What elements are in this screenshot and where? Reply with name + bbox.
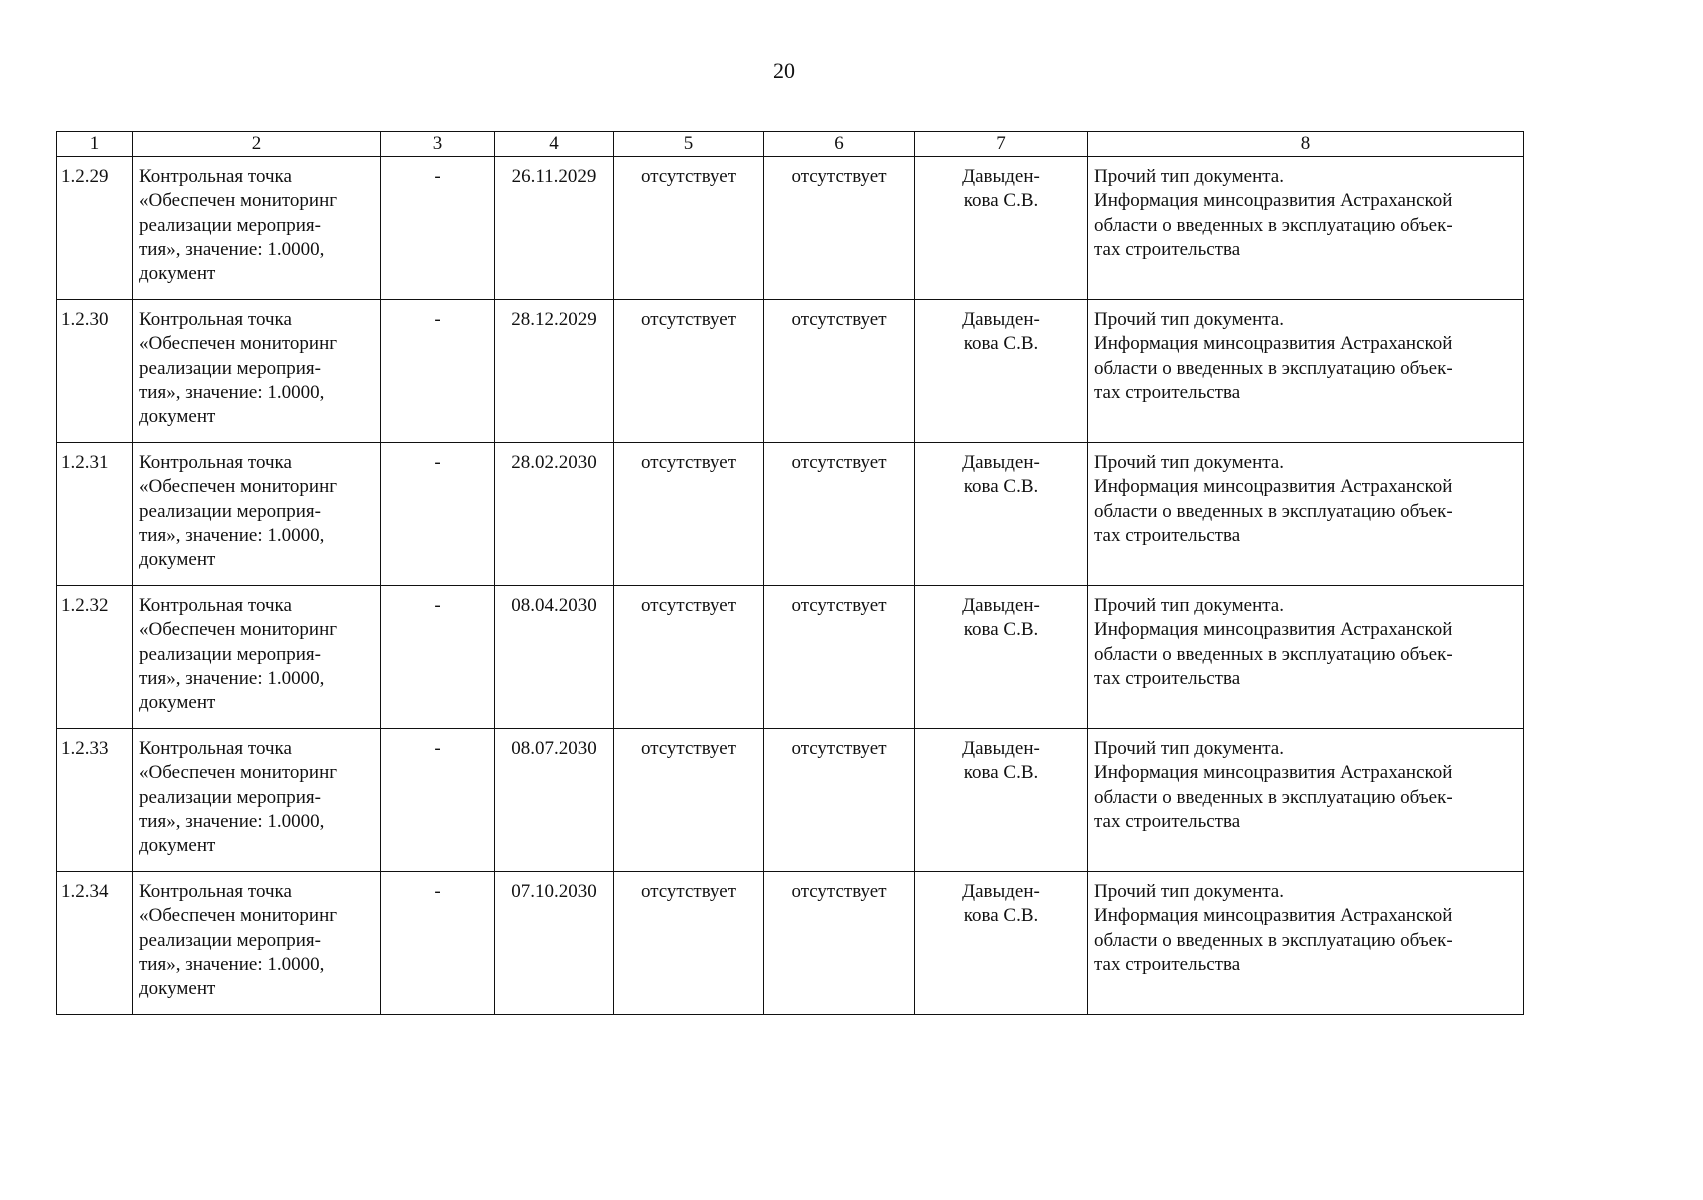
col6-cell (764, 157, 915, 300)
description-cell (133, 729, 381, 872)
executor-line: кова С.В. (963, 762, 1039, 784)
description-line: документ (139, 406, 216, 428)
executor-cell (915, 872, 1088, 1015)
document-line: тах строительства (1094, 381, 1241, 403)
document-line: Прочий тип документа. (1094, 309, 1284, 330)
date-cell (495, 586, 614, 729)
col5-cell (614, 729, 764, 872)
row-number-cell (57, 300, 133, 443)
executor-cell (915, 729, 1088, 872)
header-col-5: 5 (614, 132, 764, 157)
col3-cell (381, 729, 495, 872)
col6-cell (764, 443, 915, 586)
document-line: области о введенных в эксплуатацию объек- (1094, 786, 1453, 808)
header-col-1: 1 (57, 132, 133, 157)
col6-value: отсутствует (791, 309, 887, 330)
document-line: Прочий тип документа. (1094, 881, 1284, 902)
col3-cell (381, 872, 495, 1015)
col5-cell (614, 872, 764, 1015)
description-line: реализации мероприя- (139, 357, 321, 379)
table-row (57, 443, 1524, 586)
date-value: 08.07.2030 (511, 738, 597, 759)
description-line: тия», значение: 1.0000, (139, 238, 325, 260)
col5-value: отсутствует (640, 881, 737, 902)
col6-value: отсутствует (791, 595, 887, 616)
col6-cell (764, 300, 915, 443)
col5-cell (614, 443, 764, 586)
document-cell (1088, 157, 1524, 300)
row-number-cell (57, 443, 133, 586)
col6-value: отсутствует (791, 881, 887, 902)
date-cell (495, 443, 614, 586)
document-line: области о введенных в эксплуатацию объек- (1094, 500, 1453, 522)
document-cell (1088, 872, 1524, 1015)
row-number: 1.2.30 (61, 309, 109, 330)
document-cell (1088, 729, 1524, 872)
date-value: 28.12.2029 (511, 309, 597, 330)
document-cell (1088, 586, 1524, 729)
description-line: реализации мероприя- (139, 929, 321, 951)
col3-value: - (434, 738, 441, 759)
document-line: Информация минсоцразвития Астраханской (1094, 619, 1453, 641)
description-cell (133, 586, 381, 729)
table-header-row (57, 132, 1524, 157)
col6-value: отсутствует (791, 452, 887, 473)
description-line: «Обеспечен мониторинг (139, 476, 338, 498)
document-line: Прочий тип документа. (1094, 166, 1284, 187)
col3-value: - (434, 595, 441, 616)
col5-cell (614, 300, 764, 443)
col3-value: - (434, 452, 441, 473)
description-line: документ (139, 978, 216, 1000)
row-number: 1.2.33 (61, 738, 109, 759)
description-cell (133, 443, 381, 586)
description-line: Контрольная точка (139, 738, 292, 759)
description-line: Контрольная точка (139, 452, 292, 473)
table-row (57, 872, 1524, 1015)
col3-cell (381, 443, 495, 586)
col3-value: - (434, 309, 441, 330)
date-cell (495, 729, 614, 872)
header-col-2: 2 (133, 132, 381, 157)
col5-cell (614, 157, 764, 300)
document-line: Прочий тип документа. (1094, 452, 1284, 473)
document-line: тах строительства (1094, 953, 1241, 975)
description-line: реализации мероприя- (139, 214, 321, 236)
document-line: тах строительства (1094, 238, 1241, 260)
col6-cell (764, 586, 915, 729)
description-line: документ (139, 549, 216, 571)
description-line: «Обеспечен мониторинг (139, 190, 338, 212)
description-line: Контрольная точка (139, 595, 292, 616)
executor-line: кова С.В. (963, 190, 1039, 212)
header-col-6: 6 (764, 132, 915, 157)
date-value: 26.11.2029 (511, 166, 597, 187)
col3-cell (381, 300, 495, 443)
document-line: Информация минсоцразвития Астраханской (1094, 905, 1453, 927)
col3-cell (381, 157, 495, 300)
col5-value: отсутствует (640, 452, 737, 473)
table-row (57, 300, 1524, 443)
date-value: 08.04.2030 (511, 595, 597, 616)
executor-line: кова С.В. (963, 476, 1039, 498)
row-number: 1.2.32 (61, 595, 109, 616)
document-line: области о введенных в эксплуатацию объек- (1094, 643, 1453, 665)
date-value: 07.10.2030 (511, 881, 597, 902)
col6-cell (764, 872, 915, 1015)
executor-cell (915, 300, 1088, 443)
document-cell (1088, 443, 1524, 586)
description-line: тия», значение: 1.0000, (139, 810, 325, 832)
row-number: 1.2.29 (61, 166, 109, 187)
col5-value: отсутствует (640, 309, 737, 330)
executor-line: кова С.В. (963, 905, 1039, 927)
description-line: «Обеспечен мониторинг (139, 619, 338, 641)
description-line: Контрольная точка (139, 166, 292, 187)
document-line: Информация минсоцразвития Астраханской (1094, 762, 1453, 784)
description-line: «Обеспечен мониторинг (139, 333, 338, 355)
col3-value: - (434, 881, 441, 902)
col5-value: отсутствует (640, 166, 737, 187)
header-col-8: 8 (1088, 132, 1524, 157)
executor-line: Давыден- (962, 166, 1040, 187)
col5-cell (614, 586, 764, 729)
document-line: области о введенных в эксплуатацию объек- (1094, 214, 1453, 236)
description-line: документ (139, 692, 216, 714)
executor-line: Давыден- (962, 309, 1040, 330)
date-cell (495, 157, 614, 300)
description-line: тия», значение: 1.0000, (139, 524, 325, 546)
date-cell (495, 872, 614, 1015)
executor-line: Давыден- (962, 881, 1040, 902)
description-line: документ (139, 835, 216, 857)
document-line: Прочий тип документа. (1094, 738, 1284, 759)
header-col-3: 3 (381, 132, 495, 157)
table-row (57, 157, 1524, 300)
control-points-table (56, 131, 1524, 1015)
row-number: 1.2.31 (61, 452, 109, 473)
document-line: области о введенных в эксплуатацию объек- (1094, 929, 1453, 951)
executor-cell (915, 586, 1088, 729)
description-line: тия», значение: 1.0000, (139, 381, 325, 403)
document-cell (1088, 300, 1524, 443)
table-row (57, 586, 1524, 729)
description-line: тия», значение: 1.0000, (139, 953, 325, 975)
document-line: Информация минсоцразвития Астраханской (1094, 333, 1453, 355)
description-cell (133, 872, 381, 1015)
col3-cell (381, 586, 495, 729)
description-line: «Обеспечен мониторинг (139, 905, 338, 927)
col5-value: отсутствует (640, 738, 737, 759)
description-line: реализации мероприя- (139, 786, 321, 808)
row-number-cell (57, 157, 133, 300)
page-number: 20 (773, 58, 795, 83)
description-cell (133, 300, 381, 443)
executor-line: Давыден- (962, 738, 1040, 759)
col3-value: - (434, 166, 441, 187)
document-line: тах строительства (1094, 810, 1241, 832)
header-col-4: 4 (495, 132, 614, 157)
document-line: Информация минсоцразвития Астраханской (1094, 190, 1453, 212)
executor-line: кова С.В. (963, 333, 1039, 355)
executor-line: Давыден- (962, 595, 1040, 616)
date-value: 28.02.2030 (511, 452, 597, 473)
col6-value: отсутствует (791, 738, 887, 759)
row-number: 1.2.34 (61, 881, 109, 902)
description-line: «Обеспечен мониторинг (139, 762, 338, 784)
col6-value: отсутствует (791, 166, 887, 187)
row-number-cell (57, 586, 133, 729)
document-line: тах строительства (1094, 524, 1241, 546)
description-line: реализации мероприя- (139, 500, 321, 522)
executor-cell (915, 443, 1088, 586)
executor-cell (915, 157, 1088, 300)
col6-cell (764, 729, 915, 872)
executor-line: кова С.В. (963, 619, 1039, 641)
col5-value: отсутствует (640, 595, 737, 616)
description-line: реализации мероприя- (139, 643, 321, 665)
document-line: тах строительства (1094, 667, 1241, 689)
description-line: Контрольная точка (139, 309, 292, 330)
row-number-cell (57, 729, 133, 872)
document-line: Информация минсоцразвития Астраханской (1094, 476, 1453, 498)
description-line: Контрольная точка (139, 881, 292, 902)
description-cell (133, 157, 381, 300)
document-line: Прочий тип документа. (1094, 595, 1284, 616)
description-line: документ (139, 263, 216, 285)
header-col-7: 7 (915, 132, 1088, 157)
description-line: тия», значение: 1.0000, (139, 667, 325, 689)
table-row (57, 729, 1524, 872)
date-cell (495, 300, 614, 443)
document-line: области о введенных в эксплуатацию объек- (1094, 357, 1453, 379)
row-number-cell (57, 872, 133, 1015)
executor-line: Давыден- (962, 452, 1040, 473)
